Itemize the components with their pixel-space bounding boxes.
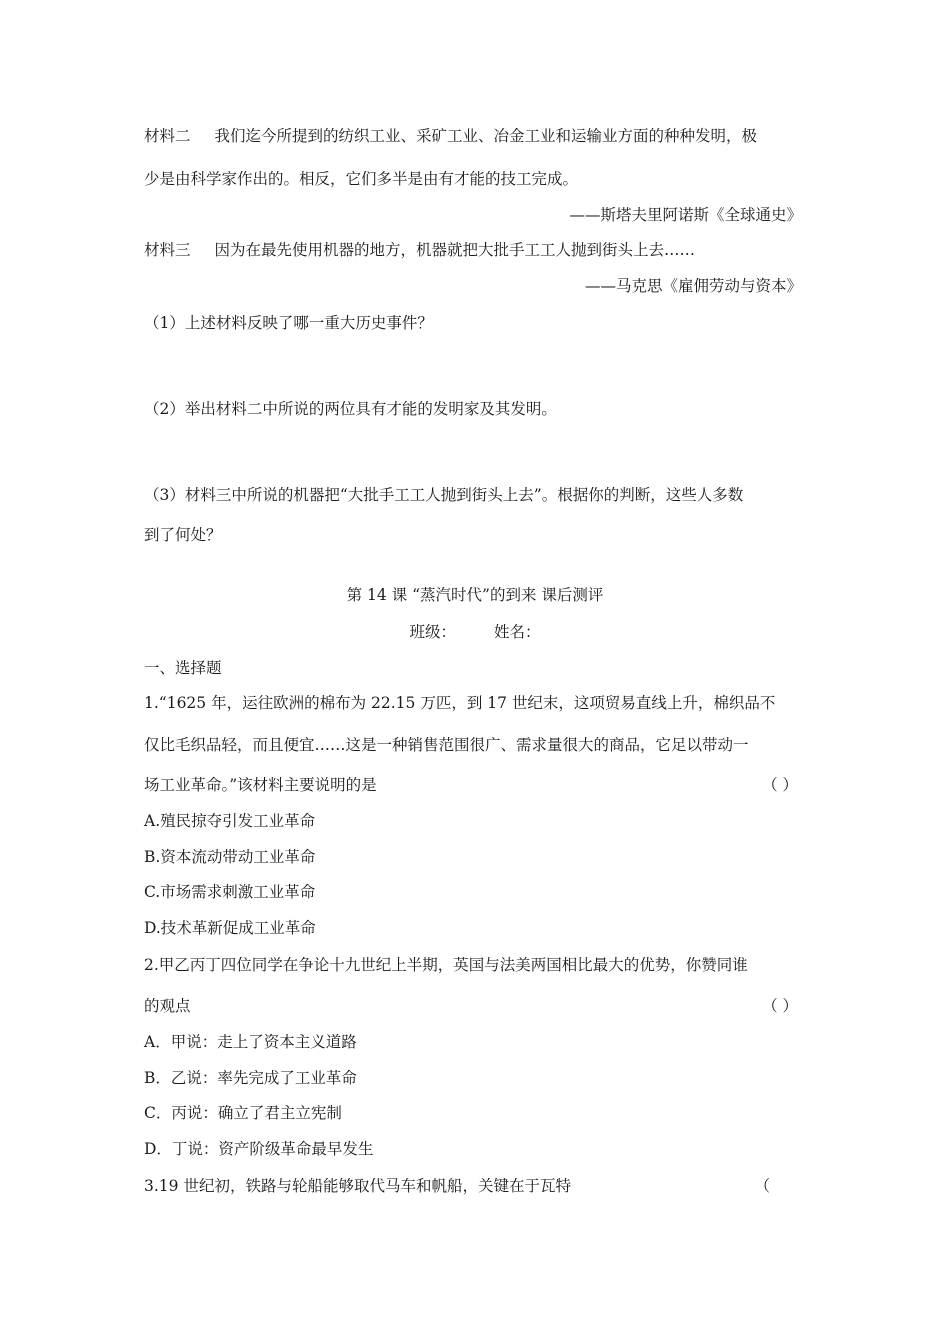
item1-line1: 1.“1625 年，运往欧洲的棉布为 22.15 万匹，到 17 世纪末，这项贸易直线上升，棉织品不 bbox=[144, 694, 776, 712]
question-2: （2）举出材料二中所说的两位具有才能的发明家及其发明。 bbox=[144, 400, 557, 418]
material2-label: 材料二 bbox=[144, 127, 191, 145]
material2-text: 我们迄今所提到的纺织工业、采矿工业、冶金工业和运输业方面的种种发明，极 bbox=[214, 127, 758, 145]
item2-option-d: D．丁说：资产阶级革命最早发生 bbox=[144, 1140, 374, 1158]
material3-text: 因为在最先使用机器的地方，机器就把大批手工工人抛到街头上去…… bbox=[214, 241, 696, 259]
lesson-title: 第 14 课 “蒸汽时代”的到来 课后测评 bbox=[346, 586, 604, 604]
material2-source: ——斯塔夫里阿诺斯《全球通史》 bbox=[569, 206, 802, 224]
item1-option-d: D.技术革新促成工业革命 bbox=[144, 919, 316, 937]
item2-line2: 的观点 bbox=[144, 997, 191, 1015]
name-label: 姓名： bbox=[494, 623, 541, 641]
material3-label: 材料三 bbox=[144, 241, 191, 259]
item1-option-c: C.市场需求刺激工业革命 bbox=[144, 883, 316, 901]
item1-option-a: A.殖民掠夺引发工业革命 bbox=[144, 812, 316, 830]
item1-answer-paren: （ ） bbox=[762, 776, 798, 794]
item2-answer-paren: （ ） bbox=[762, 997, 798, 1015]
item1-line3: 场工业革命。”该材料主要说明的是 bbox=[144, 776, 377, 794]
question-3-line2: 到了何处？ bbox=[144, 526, 222, 544]
item2-line1: 2.甲乙丙丁四位同学在争论十九世纪上半期，英国与法美两国相比最大的优势，你赞同谁 bbox=[144, 956, 748, 974]
item3-line1: 3.19 世纪初，铁路与轮船能够取代马车和帆船，关键在于瓦特 bbox=[144, 1177, 571, 1195]
item2-option-c: C．丙说：确立了君主立宪制 bbox=[144, 1104, 342, 1122]
question-1: （1）上述材料反映了哪一重大历史事件？ bbox=[144, 314, 433, 332]
question-3-line1: （3）材料三中所说的机器把“大批手工工人抛到街头上去”。根据你的判断，这些人多数 bbox=[144, 486, 744, 504]
class-label: 班级： bbox=[409, 623, 456, 641]
material3-line1 bbox=[144, 239, 695, 261]
item3-answer-paren: （ bbox=[754, 1177, 770, 1195]
class-name-line bbox=[0, 621, 950, 643]
material3-source: ——马克思《雇佣劳动与资本》 bbox=[584, 277, 802, 295]
item1-line2: 仅比毛织品轻，而且便宜……这是一种销售范围很广、需求量很大的商品，它足以带动一 bbox=[144, 736, 749, 754]
item1-option-b: B.资本流动带动工业革命 bbox=[144, 848, 316, 866]
material2-line1 bbox=[144, 125, 757, 147]
item2-option-b: B．乙说：率先完成了工业革命 bbox=[144, 1069, 357, 1087]
section-heading: 一、选择题 bbox=[144, 659, 222, 677]
item2-option-a: A．甲说：走上了资本主义道路 bbox=[144, 1033, 357, 1051]
material2-line2: 少是由科学家作出的。相反，它们多半是由有才能的技工完成。 bbox=[144, 170, 579, 188]
